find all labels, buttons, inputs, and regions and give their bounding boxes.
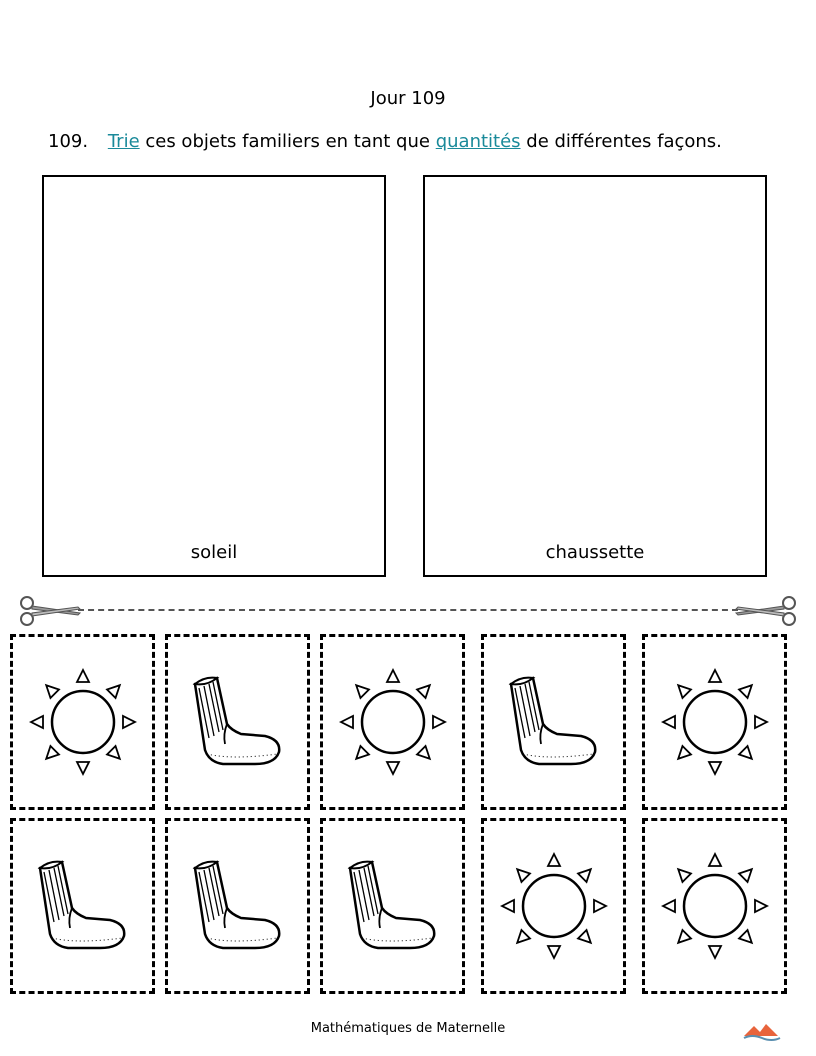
sun-icon — [28, 667, 138, 777]
link-trie[interactable]: Trie — [107, 131, 140, 152]
sock-icon — [499, 672, 609, 772]
sort-box-label: chaussette — [545, 542, 645, 563]
sort-box-soleil[interactable] — [42, 175, 386, 577]
scissors-icon — [18, 595, 82, 627]
cut-line — [78, 609, 738, 611]
page-title: Jour 109 — [370, 88, 446, 109]
sock-icon — [183, 856, 293, 956]
sun-icon — [338, 667, 448, 777]
cut-card[interactable] — [320, 818, 465, 994]
instruction-text-1: ces objets familiers en tant que — [139, 131, 436, 152]
instruction-text-2: de différentes façons. — [520, 131, 722, 152]
cut-card[interactable] — [10, 818, 155, 994]
scissors-icon — [734, 595, 798, 627]
sun-icon — [660, 667, 770, 777]
question-number: 109. — [48, 131, 89, 152]
sun-icon — [499, 851, 609, 961]
sun-icon — [660, 851, 770, 961]
cut-card[interactable] — [481, 818, 626, 994]
cut-card[interactable] — [165, 818, 310, 994]
cut-card[interactable] — [320, 634, 465, 810]
sock-icon — [338, 856, 448, 956]
cut-card[interactable] — [642, 634, 787, 810]
footer-text: Mathématiques de Maternelle — [310, 1021, 506, 1036]
cut-card[interactable] — [165, 634, 310, 810]
sort-box-chaussette[interactable] — [423, 175, 767, 577]
cut-card[interactable] — [481, 634, 626, 810]
sock-icon — [183, 672, 293, 772]
link-quantites[interactable]: quantités — [435, 131, 521, 152]
sock-icon — [28, 856, 138, 956]
cut-card[interactable] — [642, 818, 787, 994]
sort-box-label: soleil — [190, 542, 238, 563]
logo-icon — [742, 1022, 782, 1042]
cut-card[interactable] — [10, 634, 155, 810]
instruction — [48, 131, 722, 152]
